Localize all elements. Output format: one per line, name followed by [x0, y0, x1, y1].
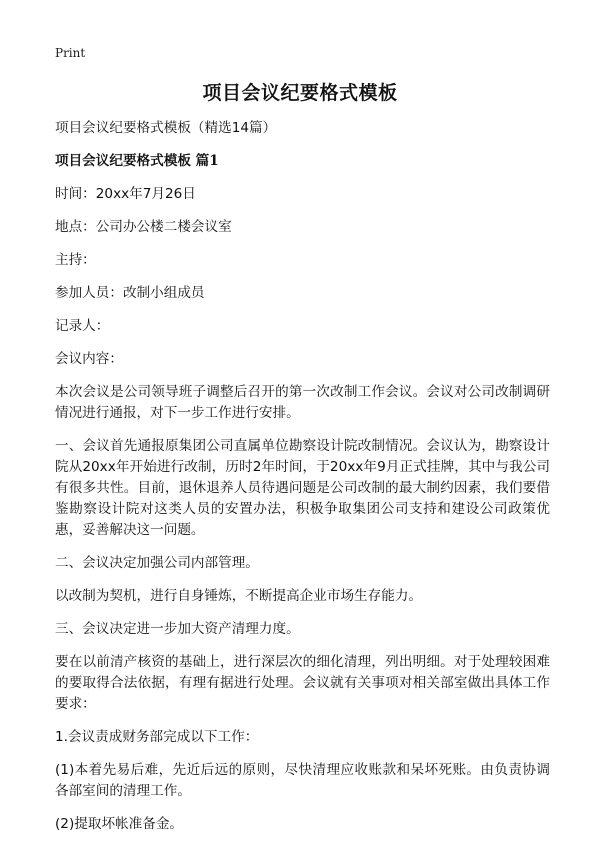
meeting-host: 主持：: [55, 252, 96, 268]
body-paragraph: 要在以前清产核资的基础上，进行深层次的细化清理，列出明细。对于处理较困难的要取得合法依据，有理有据进行处理。会议就有关事项对相关部室做出具体工作要求：: [55, 654, 550, 712]
meeting-location: 地点：公司办公楼二楼会议室: [55, 219, 232, 235]
body-paragraph: 1.会议责成财务部完成以下工作：: [55, 729, 259, 745]
body-paragraph: (1)本着先易后难，先近后远的原则，尽快清理应收账款和呆坏死账。由负责协调各部室间的清理工作。: [55, 762, 550, 799]
body-paragraph: 三、会议决定进一步加大资产清理力度。: [55, 621, 300, 637]
meeting-recorder: 记录人：: [55, 318, 110, 334]
page-title: 项目会议纪要格式模板: [202, 82, 398, 104]
body-paragraph: 本次会议是公司领导班子调整后召开的第一次改制工作会议。会议对公司改制调研情况进行通报，对下一步工作进行安排。: [55, 384, 550, 421]
meeting-content-label: 会议内容：: [55, 351, 123, 367]
meeting-time: 时间：20xx年7月26日: [55, 186, 196, 202]
body-paragraph: 二、会议决定加强公司内部管理。: [55, 555, 259, 571]
body-paragraph: 以改制为契机，进行自身锤炼，不断提高企业市场生存能力。: [55, 588, 423, 604]
body-paragraph: (2)提取坏帐准备金。: [55, 816, 184, 832]
body-paragraph: 一、会议首先通报原集团公司直属单位勘察设计院改制情况。会议认为，勘察设计院从20xx年开始进行改制，历时2年时间，于20xx年9月正式挂牌，其中与我公司有很多共性。目前，退休退养人员待遇问题是公司改制的最大制约因素，我们要借鉴勘察设计院对这类人员的安置办法，积极争取集团公司支持和建设公司政策优惠，妥善解决这一问题。: [55, 438, 550, 538]
document-subtitle: 项目会议纪要格式模板（精选14篇）: [55, 120, 277, 136]
meeting-attendees: 参加人员：改制小组成员: [55, 285, 205, 301]
document-body: [55, 118, 550, 847]
print-link[interactable]: Print: [55, 46, 86, 60]
section-heading: 项目会议纪要格式模板 篇1: [55, 153, 219, 169]
